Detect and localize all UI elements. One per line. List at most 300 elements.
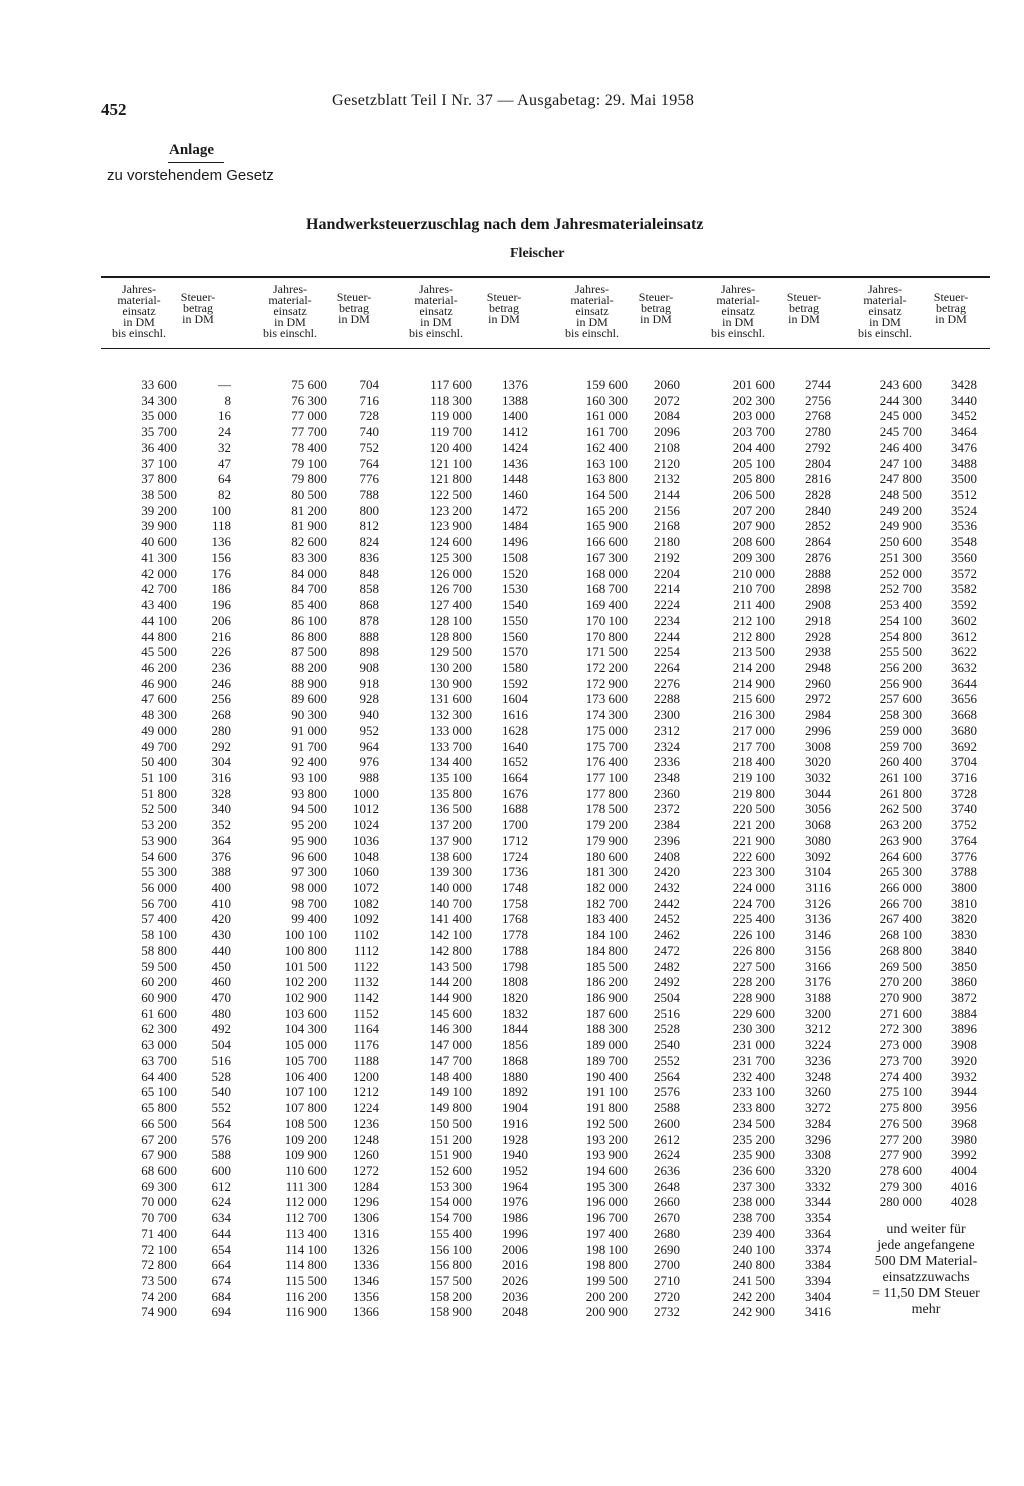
tax-cell: 3136 bbox=[805, 911, 831, 927]
tax-cell: 2348 bbox=[654, 769, 680, 785]
tax-cell: 516 bbox=[211, 1052, 231, 1068]
tax-cell: 1952 bbox=[502, 1162, 528, 1178]
tax-cell: 3524 bbox=[951, 502, 977, 518]
material-cell: 217 000 bbox=[732, 722, 775, 738]
material-cell: 237 300 bbox=[732, 1178, 775, 1194]
material-cell: 269 500 bbox=[879, 958, 922, 974]
material-cell: 105 700 bbox=[284, 1052, 327, 1068]
tax-cell: 764 bbox=[359, 455, 379, 471]
material-cell: 200 200 bbox=[585, 1288, 628, 1304]
tax-cell: 1248 bbox=[353, 1131, 379, 1147]
material-cell: 254 800 bbox=[879, 628, 922, 644]
tax-cell: 1832 bbox=[502, 1005, 528, 1021]
material-cell: 164 500 bbox=[585, 487, 628, 503]
material-cell: 279 300 bbox=[879, 1178, 922, 1194]
col-header-material: Jahres- material- einsatz in DM bis einschl. bbox=[409, 282, 463, 340]
material-column bbox=[840, 377, 922, 1210]
tax-cell: 1928 bbox=[502, 1131, 528, 1147]
material-cell: 170 800 bbox=[585, 628, 628, 644]
tax-cell: 664 bbox=[211, 1257, 231, 1273]
tax-cell: 898 bbox=[359, 644, 379, 660]
tax-cell: 3224 bbox=[805, 1037, 831, 1053]
material-cell: 84 700 bbox=[291, 581, 327, 597]
material-cell: 80 500 bbox=[291, 487, 327, 503]
material-cell: 131 600 bbox=[429, 691, 472, 707]
material-cell: 239 400 bbox=[732, 1225, 775, 1241]
material-cell: 113 400 bbox=[285, 1225, 327, 1241]
material-cell: 151 200 bbox=[429, 1131, 472, 1147]
material-cell: 191 100 bbox=[585, 1084, 628, 1100]
material-cell: 67 900 bbox=[141, 1147, 177, 1163]
material-cell: 64 400 bbox=[141, 1068, 177, 1084]
material-cell: 114 800 bbox=[285, 1257, 327, 1273]
tax-cell: 2442 bbox=[654, 895, 680, 911]
material-cell: 165 200 bbox=[585, 502, 628, 518]
tax-cell: 2108 bbox=[654, 439, 680, 455]
tax-cell: 3308 bbox=[805, 1147, 831, 1163]
tax-cell: 1712 bbox=[502, 832, 528, 848]
tax-cell: — bbox=[218, 377, 231, 392]
tax-cell: 2780 bbox=[805, 424, 831, 440]
tax-cell: 2564 bbox=[654, 1068, 680, 1084]
material-cell: 236 600 bbox=[732, 1162, 775, 1178]
tax-cell: 1592 bbox=[502, 675, 528, 691]
tax-cell: 3512 bbox=[951, 487, 977, 503]
tax-cell: 2214 bbox=[654, 581, 680, 597]
tax-cell: 3776 bbox=[951, 848, 977, 864]
tax-cell: 3320 bbox=[805, 1162, 831, 1178]
material-cell: 60 900 bbox=[141, 990, 177, 1006]
tax-cell: 3080 bbox=[805, 832, 831, 848]
col-header-tax: Steuer- betrag in DM bbox=[336, 290, 372, 326]
tax-cell: 776 bbox=[359, 471, 379, 487]
tax-cell: 2960 bbox=[805, 675, 831, 691]
tax-cell: 2744 bbox=[805, 377, 831, 392]
material-cell: 170 100 bbox=[585, 612, 628, 628]
material-cell: 50 400 bbox=[141, 754, 177, 770]
tax-cell: 3476 bbox=[951, 439, 977, 455]
tax-cell: 918 bbox=[359, 675, 379, 691]
tax-cell: 3248 bbox=[805, 1068, 831, 1084]
tax-cell: 3968 bbox=[951, 1115, 977, 1131]
material-cell: 207 200 bbox=[732, 502, 775, 518]
tax-cell: 226 bbox=[211, 644, 231, 660]
tax-cell: 2852 bbox=[805, 518, 831, 534]
tax-cell: 1376 bbox=[502, 377, 528, 392]
material-cell: 159 600 bbox=[585, 377, 628, 392]
tax-cell: 2192 bbox=[654, 549, 680, 565]
material-cell: 235 200 bbox=[732, 1131, 775, 1147]
tax-cell: 4028 bbox=[951, 1194, 977, 1210]
tax-cell: 1082 bbox=[353, 895, 379, 911]
material-cell: 193 200 bbox=[585, 1131, 628, 1147]
tax-cell: 2288 bbox=[654, 691, 680, 707]
tax-cell: 728 bbox=[359, 408, 379, 424]
material-cell: 97 300 bbox=[291, 864, 327, 880]
tax-cell: 1724 bbox=[502, 848, 528, 864]
material-cell: 177 100 bbox=[585, 769, 628, 785]
tax-cell: 1976 bbox=[502, 1194, 528, 1210]
tax-cell: 3272 bbox=[805, 1100, 831, 1116]
material-cell: 128 100 bbox=[429, 612, 472, 628]
material-cell: 149 800 bbox=[429, 1100, 472, 1116]
tax-column bbox=[785, 377, 831, 1320]
material-cell: 109 900 bbox=[284, 1147, 327, 1163]
tax-cell: 600 bbox=[211, 1162, 231, 1178]
material-cell: 155 400 bbox=[429, 1225, 472, 1241]
material-cell: 260 400 bbox=[879, 754, 922, 770]
material-cell: 142 100 bbox=[429, 927, 472, 943]
tax-cell: 3464 bbox=[951, 424, 977, 440]
material-cell: 123 900 bbox=[429, 518, 472, 534]
material-cell: 228 200 bbox=[732, 974, 775, 990]
material-cell: 76 300 bbox=[291, 392, 327, 408]
material-cell: 35 700 bbox=[141, 424, 177, 440]
tax-cell: 430 bbox=[211, 927, 231, 943]
material-cell: 258 300 bbox=[879, 707, 922, 723]
material-cell: 261 800 bbox=[879, 785, 922, 801]
material-cell: 188 300 bbox=[585, 1021, 628, 1037]
material-cell: 78 400 bbox=[291, 439, 327, 455]
tax-cell: 32 bbox=[218, 439, 231, 455]
material-cell: 214 900 bbox=[732, 675, 775, 691]
tax-cell: 1102 bbox=[353, 927, 379, 943]
material-cell: 93 100 bbox=[291, 769, 327, 785]
material-cell: 149 100 bbox=[429, 1084, 472, 1100]
material-cell: 107 800 bbox=[284, 1100, 327, 1116]
tax-cell: 3740 bbox=[951, 801, 977, 817]
tax-cell: 340 bbox=[211, 801, 231, 817]
material-cell: 73 500 bbox=[141, 1272, 177, 1288]
material-cell: 162 400 bbox=[585, 439, 628, 455]
tax-cell: 1284 bbox=[353, 1178, 379, 1194]
tax-cell: 2948 bbox=[805, 659, 831, 675]
material-cell: 183 400 bbox=[585, 911, 628, 927]
material-cell: 259 700 bbox=[879, 738, 922, 754]
material-cell: 246 400 bbox=[879, 439, 922, 455]
material-cell: 256 200 bbox=[879, 659, 922, 675]
tax-cell: 1460 bbox=[502, 487, 528, 503]
tax-cell: 3572 bbox=[951, 565, 977, 581]
tax-cell: 3156 bbox=[805, 942, 831, 958]
material-cell: 272 300 bbox=[879, 1021, 922, 1037]
material-cell: 202 300 bbox=[732, 392, 775, 408]
material-cell: 68 600 bbox=[141, 1162, 177, 1178]
material-cell: 268 100 bbox=[879, 927, 922, 943]
material-cell: 146 300 bbox=[429, 1021, 472, 1037]
tax-cell: 1424 bbox=[502, 439, 528, 455]
tax-cell: 2876 bbox=[805, 549, 831, 565]
tax-cell: 3166 bbox=[805, 958, 831, 974]
tax-cell: 1224 bbox=[353, 1100, 379, 1116]
material-cell: 69 300 bbox=[141, 1178, 177, 1194]
tax-cell: 480 bbox=[211, 1005, 231, 1021]
material-cell: 116 900 bbox=[285, 1304, 327, 1320]
material-cell: 182 700 bbox=[585, 895, 628, 911]
material-cell: 72 100 bbox=[141, 1241, 177, 1257]
tax-cell: 2938 bbox=[805, 644, 831, 660]
tax-cell: 206 bbox=[211, 612, 231, 628]
col-header-material: Jahres- material- einsatz in DM bis einschl. bbox=[565, 282, 619, 340]
material-cell: 46 900 bbox=[141, 675, 177, 691]
tax-cell: 1892 bbox=[502, 1084, 528, 1100]
tax-cell: 400 bbox=[211, 880, 231, 895]
material-cell: 263 200 bbox=[879, 817, 922, 833]
tax-cell: 1272 bbox=[353, 1162, 379, 1178]
tax-cell: 564 bbox=[211, 1115, 231, 1131]
material-cell: 168 000 bbox=[585, 565, 628, 581]
tax-cell: 1306 bbox=[353, 1210, 379, 1226]
col-header-tax: Steuer- betrag in DM bbox=[786, 290, 822, 326]
material-cell: 218 400 bbox=[732, 754, 775, 770]
material-cell: 122 500 bbox=[429, 487, 472, 503]
material-cell: 91 700 bbox=[291, 738, 327, 754]
material-cell: 224 700 bbox=[732, 895, 775, 911]
material-cell: 211 400 bbox=[733, 597, 775, 613]
material-cell: 137 900 bbox=[429, 832, 472, 848]
tax-cell: 2276 bbox=[654, 675, 680, 691]
material-cell: 35 000 bbox=[141, 408, 177, 424]
material-cell: 245 700 bbox=[879, 424, 922, 440]
material-cell: 102 200 bbox=[284, 974, 327, 990]
material-cell: 54 600 bbox=[141, 848, 177, 864]
tax-cell: 1604 bbox=[502, 691, 528, 707]
material-cell: 92 400 bbox=[291, 754, 327, 770]
material-cell: 86 100 bbox=[291, 612, 327, 628]
tax-cell: 3068 bbox=[805, 817, 831, 833]
material-cell: 277 200 bbox=[879, 1131, 922, 1147]
material-cell: 251 300 bbox=[879, 549, 922, 565]
material-cell: 36 400 bbox=[141, 439, 177, 455]
material-cell: 145 600 bbox=[429, 1005, 472, 1021]
tax-cell: 410 bbox=[211, 895, 231, 911]
material-cell: 38 500 bbox=[141, 487, 177, 503]
material-cell: 235 900 bbox=[732, 1147, 775, 1163]
tax-cell: 1768 bbox=[502, 911, 528, 927]
material-cell: 248 500 bbox=[879, 487, 922, 503]
tax-cell: 2492 bbox=[654, 974, 680, 990]
material-cell: 209 300 bbox=[732, 549, 775, 565]
col-header-tax: Steuer- betrag in DM bbox=[486, 290, 522, 326]
material-cell: 191 800 bbox=[585, 1100, 628, 1116]
tax-cell: 3092 bbox=[805, 848, 831, 864]
tax-cell: 504 bbox=[211, 1037, 231, 1053]
table-header-rule bbox=[101, 348, 990, 349]
material-cell: 45 500 bbox=[141, 644, 177, 660]
material-cell: 160 300 bbox=[585, 392, 628, 408]
tax-cell: 1142 bbox=[353, 990, 379, 1006]
material-cell: 194 600 bbox=[585, 1162, 628, 1178]
material-cell: 58 800 bbox=[141, 942, 177, 958]
tax-cell: 2972 bbox=[805, 691, 831, 707]
material-cell: 106 400 bbox=[284, 1068, 327, 1084]
tax-cell: 3200 bbox=[805, 1005, 831, 1021]
material-cell: 43 400 bbox=[141, 597, 177, 613]
tax-cell: 848 bbox=[359, 565, 379, 581]
tax-cell: 3752 bbox=[951, 817, 977, 833]
material-cell: 175 000 bbox=[585, 722, 628, 738]
tax-cell: 3896 bbox=[951, 1021, 977, 1037]
tax-cell: 440 bbox=[211, 942, 231, 958]
table-top-rule bbox=[101, 276, 990, 278]
tax-cell: 1036 bbox=[353, 832, 379, 848]
material-cell: 184 100 bbox=[585, 927, 628, 943]
tax-cell: 3364 bbox=[805, 1225, 831, 1241]
tax-cell: 964 bbox=[359, 738, 379, 754]
tax-cell: 1024 bbox=[353, 817, 379, 833]
tax-cell: 156 bbox=[211, 549, 231, 565]
tax-cell: 2528 bbox=[654, 1021, 680, 1037]
tax-cell: 1640 bbox=[502, 738, 528, 754]
tax-cell: 2254 bbox=[654, 644, 680, 660]
tax-cell: 24 bbox=[218, 424, 231, 440]
material-cell: 213 500 bbox=[732, 644, 775, 660]
tax-cell: 3692 bbox=[951, 738, 977, 754]
material-cell: 208 600 bbox=[732, 534, 775, 550]
material-cell: 56 700 bbox=[141, 895, 177, 911]
tax-cell: 1530 bbox=[502, 581, 528, 597]
material-cell: 67 200 bbox=[141, 1131, 177, 1147]
tax-cell: 186 bbox=[211, 581, 231, 597]
material-cell: 249 900 bbox=[879, 518, 922, 534]
tax-cell: 3452 bbox=[951, 408, 977, 424]
tax-cell: 1700 bbox=[502, 817, 528, 833]
tax-cell: 64 bbox=[218, 471, 231, 487]
material-cell: 104 300 bbox=[284, 1021, 327, 1037]
tax-cell: 528 bbox=[211, 1068, 231, 1084]
tax-cell: 3840 bbox=[951, 942, 977, 958]
material-cell: 128 800 bbox=[429, 628, 472, 644]
tax-cell: 2828 bbox=[805, 487, 831, 503]
tax-cell: 2084 bbox=[654, 408, 680, 424]
material-cell: 163 800 bbox=[585, 471, 628, 487]
tax-cell: 2180 bbox=[654, 534, 680, 550]
tax-cell: 352 bbox=[211, 817, 231, 833]
tax-cell: 2072 bbox=[654, 392, 680, 408]
tax-column bbox=[185, 377, 231, 1320]
tax-cell: 1520 bbox=[502, 565, 528, 581]
material-cell: 273 700 bbox=[879, 1052, 922, 1068]
material-cell: 187 600 bbox=[585, 1005, 628, 1021]
tax-cell: 2600 bbox=[654, 1115, 680, 1131]
material-cell: 82 600 bbox=[291, 534, 327, 550]
tax-cell: 3908 bbox=[951, 1037, 977, 1053]
tax-cell: 8 bbox=[224, 392, 231, 408]
tax-cell: 1048 bbox=[353, 848, 379, 864]
tax-cell: 3884 bbox=[951, 1005, 977, 1021]
tax-cell: 2756 bbox=[805, 392, 831, 408]
material-cell: 115 500 bbox=[285, 1272, 327, 1288]
tax-cell: 684 bbox=[211, 1288, 231, 1304]
material-cell: 133 000 bbox=[429, 722, 472, 738]
tax-cell: 3872 bbox=[951, 990, 977, 1006]
material-cell: 63 700 bbox=[141, 1052, 177, 1068]
material-cell: 86 800 bbox=[291, 628, 327, 644]
material-cell: 172 200 bbox=[585, 659, 628, 675]
material-cell: 201 600 bbox=[732, 377, 775, 392]
material-cell: 74 900 bbox=[141, 1304, 177, 1320]
material-cell: 212 100 bbox=[732, 612, 775, 628]
tax-cell: 654 bbox=[211, 1241, 231, 1257]
tax-cell: 1940 bbox=[502, 1147, 528, 1163]
tax-cell: 2006 bbox=[502, 1241, 528, 1257]
material-cell: 132 300 bbox=[429, 707, 472, 723]
material-cell: 135 800 bbox=[429, 785, 472, 801]
material-cell: 108 500 bbox=[284, 1115, 327, 1131]
material-cell: 123 200 bbox=[429, 502, 472, 518]
material-cell: 180 600 bbox=[585, 848, 628, 864]
material-cell: 253 400 bbox=[879, 597, 922, 613]
tax-cell: 1484 bbox=[502, 518, 528, 534]
tax-cell: 644 bbox=[211, 1225, 231, 1241]
material-cell: 243 600 bbox=[879, 377, 922, 392]
material-column bbox=[390, 377, 472, 1320]
tax-cell: 1496 bbox=[502, 534, 528, 550]
tax-cell: 2472 bbox=[654, 942, 680, 958]
tax-cell: 1778 bbox=[502, 927, 528, 943]
tax-cell: 3394 bbox=[805, 1272, 831, 1288]
col-header-tax: Steuer- betrag in DM bbox=[933, 290, 969, 326]
material-cell: 48 300 bbox=[141, 707, 177, 723]
page-number: 452 bbox=[101, 100, 127, 119]
tax-cell: 47 bbox=[218, 455, 231, 471]
material-cell: 156 100 bbox=[429, 1241, 472, 1257]
tax-cell: 3500 bbox=[951, 471, 977, 487]
tax-cell: 1472 bbox=[502, 502, 528, 518]
tax-cell: 2224 bbox=[654, 597, 680, 613]
tax-column bbox=[931, 377, 977, 1210]
tax-cell: 2792 bbox=[805, 439, 831, 455]
material-cell: 206 500 bbox=[732, 487, 775, 503]
tax-cell: 1366 bbox=[353, 1304, 379, 1320]
tax-cell: 1012 bbox=[353, 801, 379, 817]
material-cell: 98 700 bbox=[291, 895, 327, 911]
tax-cell: 2132 bbox=[654, 471, 680, 487]
tax-cell: 858 bbox=[359, 581, 379, 597]
tax-cell: 316 bbox=[211, 769, 231, 785]
tax-cell: 1748 bbox=[502, 880, 528, 895]
material-column bbox=[95, 377, 177, 1320]
material-cell: 107 100 bbox=[284, 1084, 327, 1100]
material-cell: 219 800 bbox=[732, 785, 775, 801]
tax-cell: 3704 bbox=[951, 754, 977, 770]
material-cell: 207 900 bbox=[732, 518, 775, 534]
material-cell: 46 200 bbox=[141, 659, 177, 675]
material-cell: 96 600 bbox=[291, 848, 327, 864]
tax-cell: 1388 bbox=[502, 392, 528, 408]
tax-cell: 674 bbox=[211, 1272, 231, 1288]
tax-cell: 2768 bbox=[805, 408, 831, 424]
material-cell: 110 600 bbox=[285, 1162, 327, 1178]
material-column bbox=[546, 377, 628, 1320]
material-cell: 39 900 bbox=[141, 518, 177, 534]
tax-cell: 3126 bbox=[805, 895, 831, 911]
material-cell: 70 700 bbox=[141, 1210, 177, 1226]
material-cell: 100 800 bbox=[284, 942, 327, 958]
tax-cell: 2670 bbox=[654, 1210, 680, 1226]
tax-cell: 3056 bbox=[805, 801, 831, 817]
material-cell: 205 800 bbox=[732, 471, 775, 487]
material-cell: 181 300 bbox=[585, 864, 628, 880]
material-cell: 255 500 bbox=[879, 644, 922, 660]
material-cell: 154 700 bbox=[429, 1210, 472, 1226]
tax-cell: 3810 bbox=[951, 895, 977, 911]
tax-cell: 824 bbox=[359, 534, 379, 550]
material-cell: 101 500 bbox=[284, 958, 327, 974]
material-cell: 112 000 bbox=[285, 1194, 327, 1210]
tax-cell: 2996 bbox=[805, 722, 831, 738]
col-header-material: Jahres- material- einsatz in DM bis einschl. bbox=[711, 282, 765, 340]
